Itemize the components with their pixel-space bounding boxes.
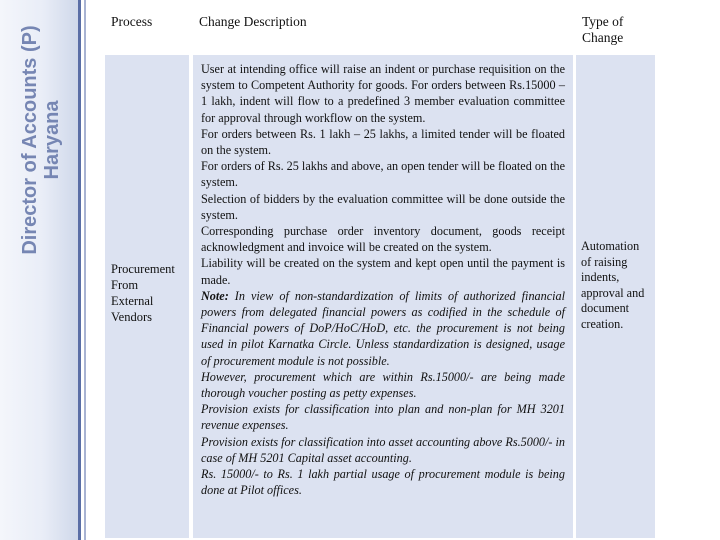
organization-title xyxy=(19,25,63,254)
note-label: Note: xyxy=(201,288,229,303)
description-cell xyxy=(193,55,573,538)
type-line: creation. xyxy=(581,316,624,331)
sidebar-stripe-thin xyxy=(84,0,86,540)
change-table xyxy=(105,5,718,538)
description-paragraph: User at intending office will raise an indent or purchase requisition on the system to Competent Authority for goods. For orders between Rs.15000 – 1 lakh, indent will flow to a predefined 3 member evaluation committee for approval through workflow on the system. xyxy=(201,62,565,125)
process-name xyxy=(111,261,175,325)
description-paragraph: Selection of bidders by the evaluation committee will be done outside the system. xyxy=(201,191,565,222)
note-paragraph xyxy=(201,288,565,369)
sidebar-stripe xyxy=(78,0,81,540)
sidebar xyxy=(0,0,98,540)
description-paragraph: Corresponding purchase order inventory document, goods receipt acknowledgment and invoice will be created on the system. xyxy=(201,224,565,255)
type-line: Automation xyxy=(581,239,640,253)
italic-paragraph: Provision exists for classification into asset accounting above Rs.5000/- in case of MH 5201 Capital asset accounting. xyxy=(201,434,565,465)
type-line: of raising xyxy=(581,254,628,269)
type-line: indents, xyxy=(581,270,620,285)
process-line: From xyxy=(111,278,139,292)
type-cell xyxy=(576,55,655,538)
process-cell xyxy=(105,55,189,538)
description-paragraph: Liability will be created on the system and kept open until the payment is made. xyxy=(201,256,565,287)
note-text: In view of non-standardization of limits of authorized financial powers from delegated financial powers as codified in the schedule of Financial powers of DoP/HoC/HoD, etc. the procurement is not being used in pilot Karnatka Circle. Unless standardization is designed, usage of procurement module is not possible. xyxy=(201,288,565,368)
description-paragraph: For orders between Rs. 1 lakh – 25 lakhs, a limited tender will be floated on the system. xyxy=(201,126,565,158)
description-paragraph: For orders of Rs. 25 lakhs and above, an open tender will be floated on the system. xyxy=(201,159,565,190)
process-line: Vendors xyxy=(111,310,152,324)
header-process: Process xyxy=(105,5,189,51)
header-change-description: Change Description xyxy=(193,5,565,51)
italic-paragraph: Rs. 15000/- to Rs. 1 lakh partial usage of procurement module is being done at Pilot offices. xyxy=(201,467,565,498)
italic-paragraph: However, procurement which are within Rs.15000/- are being made thorough voucher posting as petty expenses. xyxy=(201,369,565,401)
organization-title-line1: Director of Accounts (P) xyxy=(19,25,41,255)
type-line: document xyxy=(581,301,630,316)
italic-paragraph: Provision exists for classification into plan and non-plan for MH 3201 revenue expenses. xyxy=(201,402,565,433)
process-line: External xyxy=(111,294,154,308)
header-type-of-change: Type of Change xyxy=(576,5,655,51)
process-line: Procurement xyxy=(111,262,175,276)
type-of-change-text xyxy=(581,239,653,333)
change-description xyxy=(201,61,565,498)
organization-title-line2: Haryana xyxy=(41,100,63,180)
type-line: approval and xyxy=(581,285,645,300)
